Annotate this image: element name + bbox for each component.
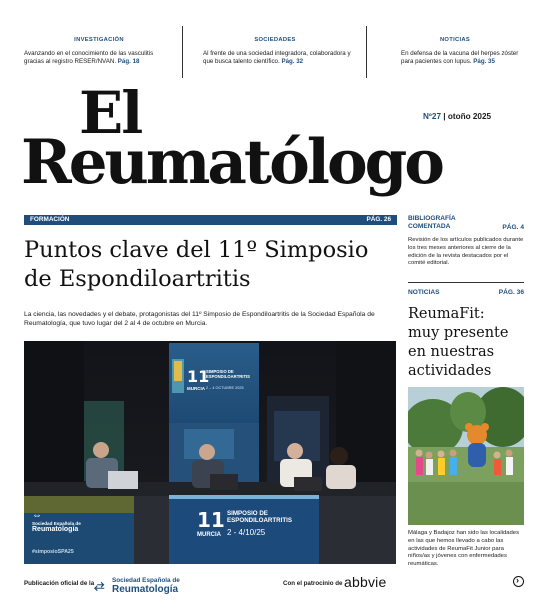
- panel-title-line: SIMPOSIO DE: [227, 510, 268, 517]
- footer-sponsor-text: Con el patrocinio de: [283, 580, 343, 587]
- headline-line: Puntos clave del 11º Simposio: [24, 237, 369, 263]
- reumafit-photo[interactable]: [408, 387, 524, 525]
- panel-number: 11: [197, 508, 225, 532]
- issue-season: otoño 2025: [447, 112, 492, 121]
- teaser-body: En defensa de la vacuna del herpes zóster para pacientes con lupus.: [401, 50, 519, 65]
- next-page-icon[interactable]: [513, 576, 524, 587]
- screen-city: MURCIA: [187, 386, 205, 391]
- panel-city: MURCIA: [197, 532, 221, 538]
- teaser-body: Avanzando en el conocimiento de las vasculitis gracias al registro RESER/NVAN.: [24, 50, 154, 65]
- sidebar-headline-line: muy presente: [408, 325, 509, 341]
- lectern-logo: [32, 511, 81, 533]
- issue-separator: |: [443, 112, 448, 121]
- ser-logo-icon: ⥄: [94, 577, 105, 592]
- teaser-divider: [366, 26, 367, 78]
- section-line: BIBLIOGRAFÍA: [408, 215, 456, 222]
- screen-dates: 2 – 4 OCTUBRE 2025: [206, 386, 244, 390]
- masthead-line2: Reumatólogo: [21, 127, 442, 198]
- teaser-text-investigacion[interactable]: [24, 50, 174, 66]
- section-label: FORMACIÓN: [30, 216, 70, 223]
- main-photo[interactable]: [24, 341, 396, 564]
- panel-dates: 2 - 4/10/25: [227, 528, 266, 537]
- chevron-right-icon: ›: [516, 575, 519, 585]
- teaser-page-ref: Pág. 18: [117, 58, 140, 65]
- lectern-logo-line1: Sociedad Española de: [32, 521, 81, 526]
- sidebar-headline-line: en nuestras: [408, 344, 495, 360]
- section-bar-formacion[interactable]: [24, 215, 397, 225]
- reumafit-caption: Málaga y Badajoz han sido las localidades en las que hemos llevado a cabo las actividades de ReumaFit Junior para niños/as y jóvenes con enfermedades reumáticas.: [408, 530, 520, 568]
- teaser-section-noticias: NOTICIAS: [439, 37, 471, 43]
- lectern-logo-line2: Reumatología: [32, 526, 79, 533]
- bibliografia-summary: Revisión de los artículos publicados durante los tres meses anteriores al cierre de la edición de la revista destacados por el comité editorial.: [408, 237, 524, 267]
- reumafit-photo-image: [408, 387, 524, 525]
- main-lead: La ciencia, las novedades y el debate, protagonistas del 11º Simposio de Espondiloartritis de la Sociedad Española de Reumatología, que tuvo lugar del 2 al 4 de octubre en Murcia.: [24, 311, 375, 327]
- section-line: COMENTADA: [408, 223, 451, 230]
- teaser-section-sociedades: SOCIEDADES: [254, 37, 296, 43]
- issue-number: Nº27: [423, 112, 442, 121]
- ser-logo[interactable]: [94, 576, 204, 596]
- issue-info: [423, 112, 491, 121]
- teaser-page-ref: Pág. 32: [281, 58, 304, 65]
- teaser-page-ref: Pág. 35: [473, 58, 495, 65]
- teaser-divider: [182, 26, 183, 78]
- screen-title: SIMPOSIO DE ESPONDILOARTRITIS: [206, 369, 250, 379]
- panel-title: [227, 510, 292, 525]
- teaser-body: Al frente de una sociedad integradora, colaboradora y que busca talento científico.: [203, 50, 351, 65]
- main-headline[interactable]: [24, 236, 404, 294]
- ser-logo-line1: Sociedad Española de: [112, 577, 180, 584]
- screen-number: 11: [187, 367, 210, 386]
- masthead-line1: El: [79, 79, 142, 147]
- photo-hashtag: #simposioSPA25: [32, 549, 74, 555]
- sidebar-divider: [408, 282, 524, 283]
- sidebar-headline-line: ReumaFit:: [408, 306, 485, 322]
- sidebar-headline-line: actividades: [408, 363, 492, 379]
- lectern-logo-icon: ⇔: [32, 510, 42, 521]
- teaser-text-sociedades[interactable]: [203, 50, 355, 66]
- ser-logo-line2: Reumatología: [112, 584, 179, 595]
- section-page: PÁG. 26: [366, 216, 391, 223]
- teaser-text-noticias[interactable]: [401, 50, 531, 66]
- abbvie-logo[interactable]: abbvie: [344, 574, 387, 590]
- panel-title-line: ESPONDILOARTRITIS: [227, 517, 292, 525]
- sidebar-headline[interactable]: [408, 305, 528, 381]
- sidebar-section-bibliografia[interactable]: [408, 215, 524, 231]
- section-page: PÁG. 4: [502, 224, 524, 231]
- teaser-section-investigacion: INVESTIGACIÓN: [74, 37, 124, 43]
- sidebar-section-noticias[interactable]: [408, 289, 524, 297]
- section-page: PÁG. 36: [498, 289, 524, 296]
- section-label: NOTICIAS: [408, 289, 440, 296]
- footer-official-text: Publicación oficial de la: [24, 580, 95, 587]
- headline-line: de Espondiloartritis: [24, 266, 251, 292]
